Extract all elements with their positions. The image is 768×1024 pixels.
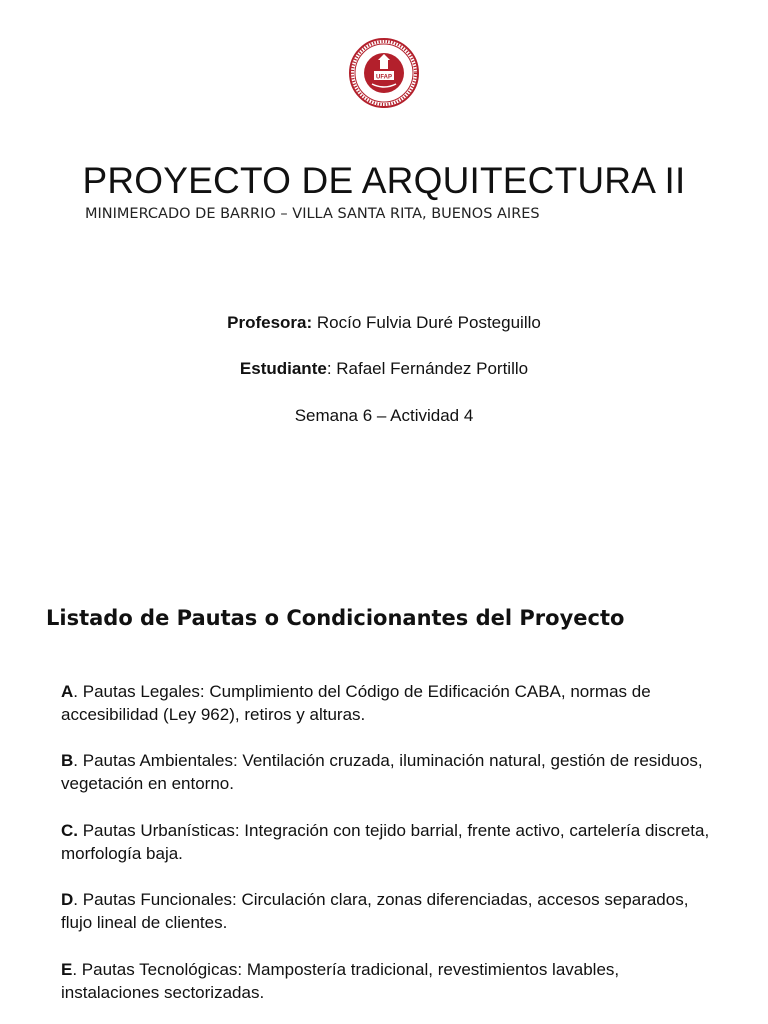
pauta-letter: C. xyxy=(61,821,78,840)
pauta-text: . Pautas Ambientales: Ventilación cruzada, iluminación natural, gestión de residuos, vegetación en entorno. xyxy=(61,751,703,793)
pauta-item-a xyxy=(61,680,721,726)
document-subtitle: MINIMERCADO DE BARRIO – VILLA SANTA RITA, BUENOS AIRES xyxy=(85,206,540,222)
pauta-item-b xyxy=(61,749,721,795)
pauta-item-c xyxy=(61,819,721,865)
pauta-letter: E xyxy=(61,960,73,979)
estudiante-line xyxy=(0,359,768,379)
profesora-label: Profesora: xyxy=(227,313,313,332)
pauta-item-e xyxy=(61,958,721,1004)
pauta-letter: D xyxy=(61,890,74,909)
estudiante-label: Estudiante xyxy=(239,359,327,378)
seal-label: UFAP xyxy=(375,74,393,81)
semana-line: Semana 6 – Actividad 4 xyxy=(294,406,474,425)
pauta-letter: B xyxy=(61,751,74,770)
profesora-value: Rocío Fulvia Duré Posteguillo xyxy=(312,313,541,332)
pauta-text: . Pautas Legales: Cumplimiento del Código de Edificación CABA, normas de accesibilidad (Ley 962), retiros y alturas. xyxy=(61,682,651,724)
profesora-line xyxy=(0,313,768,333)
document-title: PROYECTO DE ARQUITECTURA II xyxy=(82,160,686,201)
pauta-item-d xyxy=(61,888,721,934)
section-title: Listado de Pautas o Condicionantes del Proyecto xyxy=(46,606,625,630)
pauta-text: Pautas Urbanísticas: Integración con tejido barrial, frente activo, cartelería discreta, morfología baja. xyxy=(61,821,710,863)
pauta-text: . Pautas Tecnológicas: Mampostería tradicional, revestimientos lavables, instalaciones sectorizadas. xyxy=(61,960,620,1002)
pauta-letter: A xyxy=(61,682,74,701)
pauta-text: . Pautas Funcionales: Circulación clara, zonas diferenciadas, accesos separados, flujo lineal de clientes. xyxy=(61,890,689,932)
estudiante-value: : Rafael Fernández Portillo xyxy=(326,359,529,378)
university-seal-logo xyxy=(348,37,420,109)
